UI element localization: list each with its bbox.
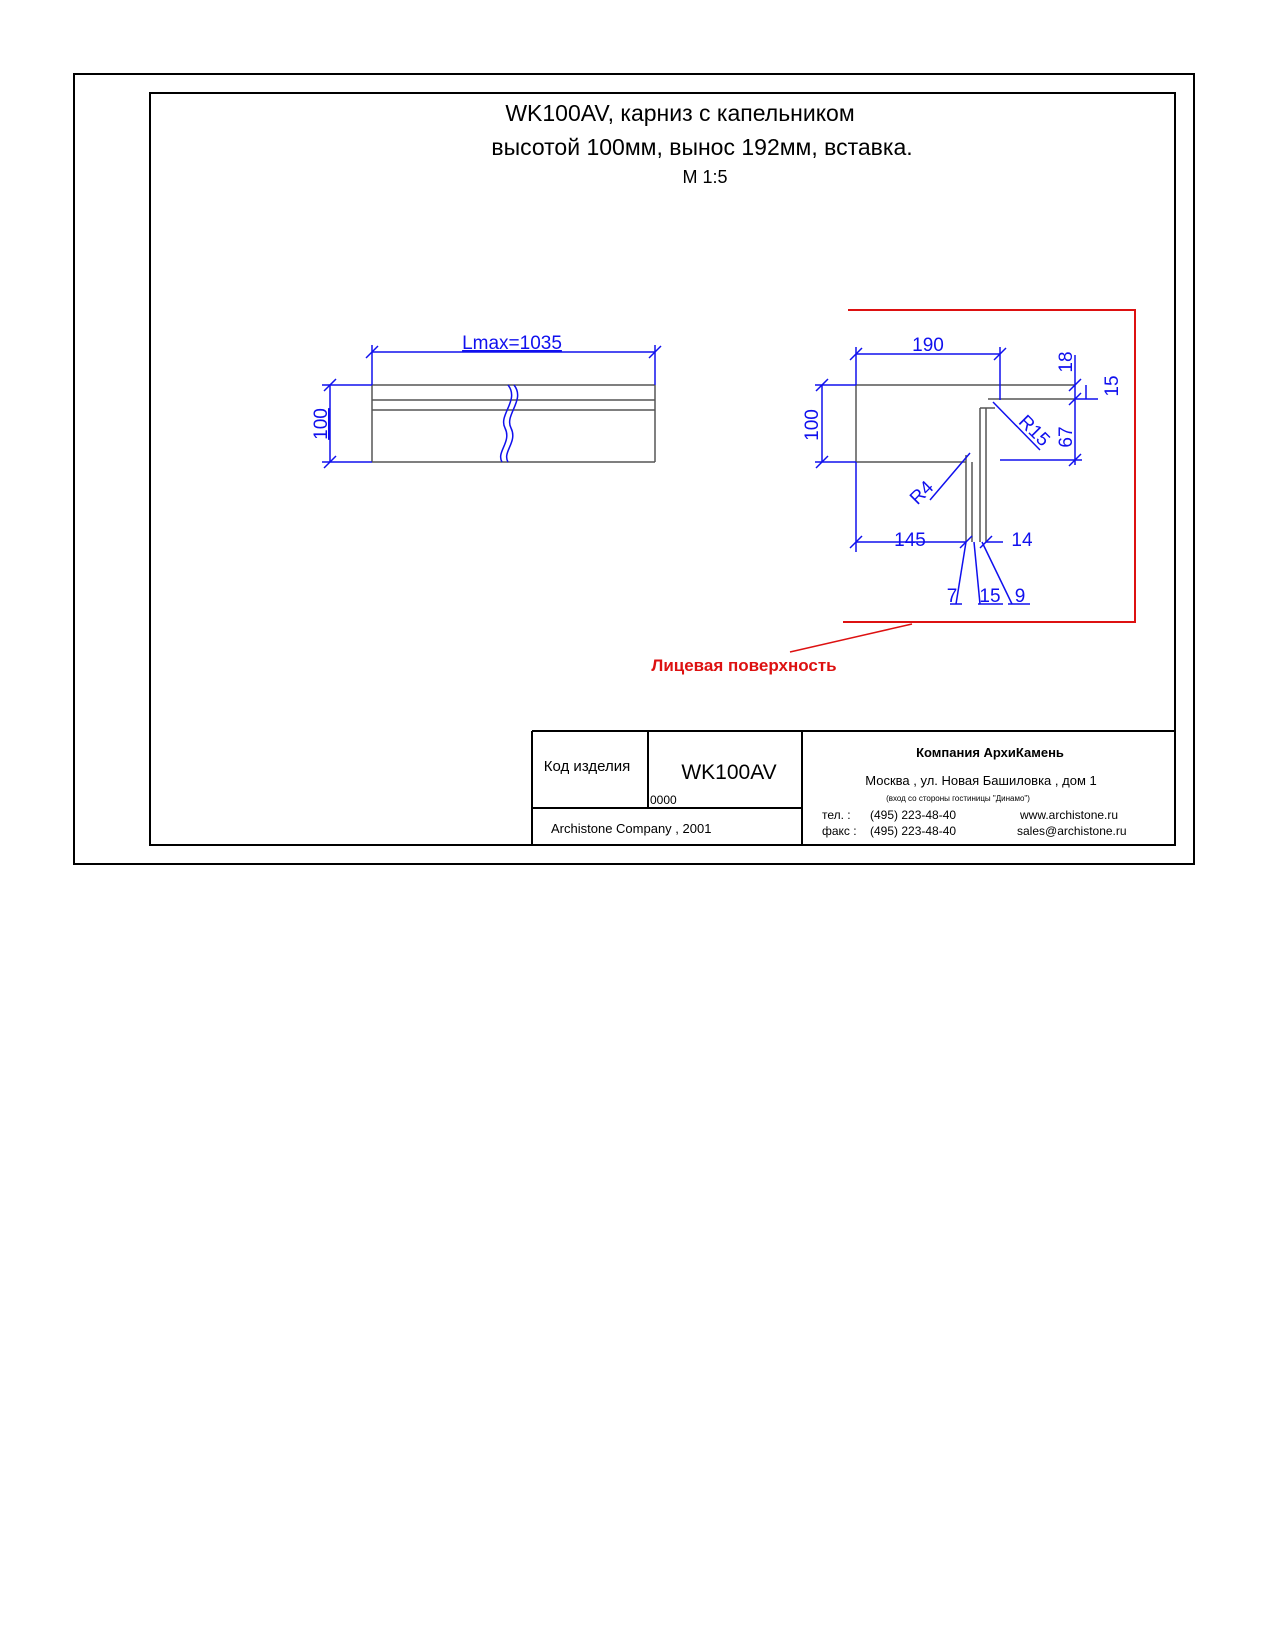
code-sub: 0000	[650, 793, 677, 807]
title-block	[532, 731, 1175, 845]
code-label: Код изделия	[543, 758, 631, 775]
dim-18-label: 18	[1056, 351, 1077, 373]
front-view	[311, 333, 661, 468]
length-dimension-label: Lmax=1035	[462, 333, 562, 354]
fax-number: (495) 223-48-40	[870, 824, 957, 838]
company-address: Москва , ул. Новая Башиловка , дом 1	[865, 773, 1097, 788]
title-line-2: высотой 100мм, вынос 192мм, вставка.	[491, 134, 913, 160]
profile-outline	[856, 385, 1075, 542]
face-surface-leader	[790, 624, 912, 652]
tel-number: (495) 223-48-40	[870, 808, 957, 822]
tel-label: тел. :	[822, 808, 851, 822]
face-surface-note: Лицевая поверхность	[651, 656, 837, 675]
dim-7-label: 7	[946, 586, 958, 607]
radius-r4-label: R4	[906, 477, 939, 510]
face-surface-outline	[843, 310, 1135, 622]
fax-label: факс :	[822, 824, 857, 838]
dim-190-label: 190	[912, 335, 944, 356]
front-height-dimension-label: 100	[311, 408, 332, 440]
front-view-dimensions	[322, 345, 661, 468]
code-value: WK100AV	[681, 761, 777, 784]
title-line-1: WK100AV, карниз с капельником	[505, 100, 855, 126]
dim-9-label: 9	[1014, 586, 1026, 607]
front-view-outline	[372, 385, 655, 462]
profile-view	[651, 310, 1135, 675]
website: www.archistone.ru	[1020, 808, 1119, 822]
dim-14-label: 14	[1011, 530, 1033, 551]
address-note: (вход со стороны гостиницы "Динамо")	[886, 794, 1030, 803]
dim-145-label: 145	[894, 530, 926, 551]
radius-r15-label: R15	[1014, 411, 1054, 451]
copyright-label: Archistone Company , 2001	[551, 821, 712, 836]
email: sales@archistone.ru	[1017, 824, 1127, 838]
dim-100-label: 100	[802, 409, 823, 441]
dim-15-right-label: 15	[1102, 375, 1123, 397]
company-name: Компания АрхиКамень	[916, 745, 1064, 760]
scale-label: М 1:5	[682, 167, 728, 187]
dim-67-label: 67	[1056, 426, 1077, 448]
inner-frame	[150, 93, 1175, 845]
dim-15-bottom-label: 15	[979, 586, 1001, 607]
